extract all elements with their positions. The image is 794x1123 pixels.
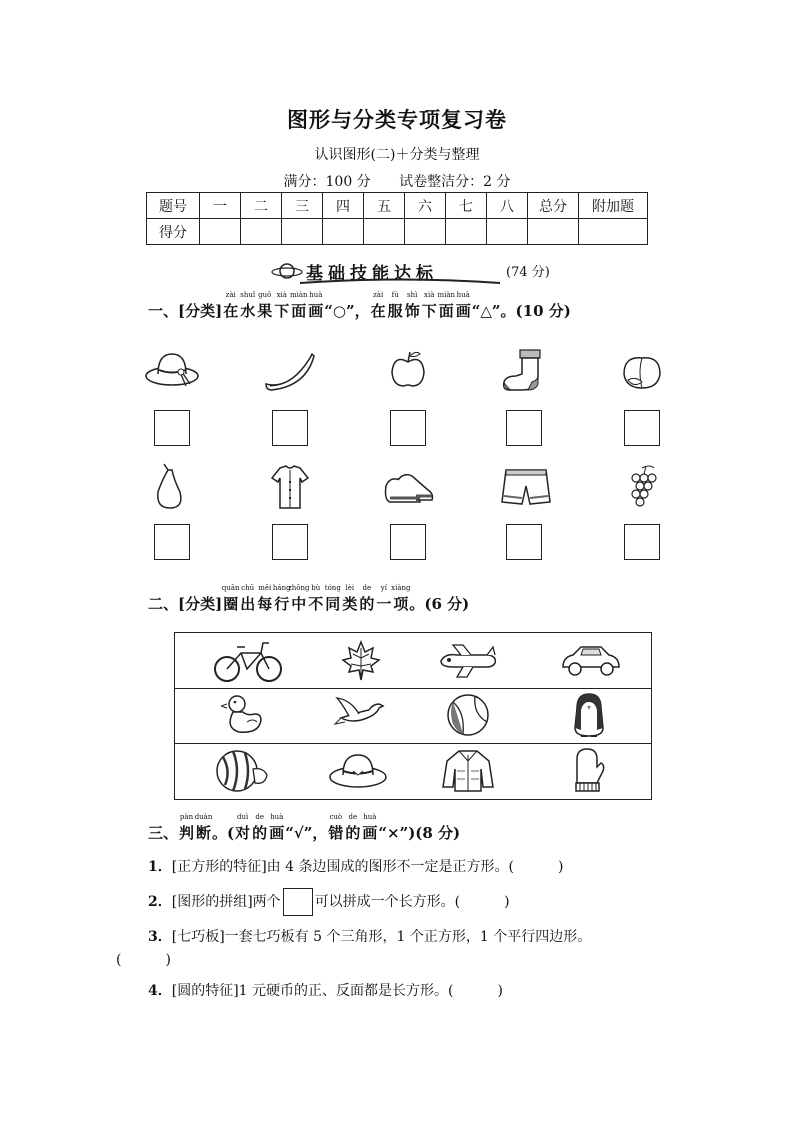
score-entry[interactable] xyxy=(200,219,241,245)
hanzi: 下 xyxy=(274,302,290,320)
pinyin: xià xyxy=(424,291,435,299)
hanzi: 一 xyxy=(376,595,392,613)
car-icon[interactable] xyxy=(559,643,623,679)
pinyin: tóng xyxy=(324,584,341,592)
hanzi: 画 xyxy=(362,824,378,842)
apple-icon xyxy=(380,346,436,396)
score-cell: 八 xyxy=(487,193,528,219)
banner-underline-icon xyxy=(300,278,500,286)
pinyin: zài xyxy=(225,291,236,299)
shirt-icon xyxy=(262,462,318,512)
score-cell: 二 xyxy=(241,193,282,219)
square-shape-icon xyxy=(283,888,313,916)
dove-icon[interactable] xyxy=(333,694,385,734)
answer-box[interactable] xyxy=(272,524,308,560)
hanzi: 在 xyxy=(370,302,386,320)
hanzi: 不 xyxy=(308,595,324,613)
maple-leaf-icon[interactable] xyxy=(339,638,383,682)
q2-heading xyxy=(148,584,470,614)
hanzi: 画 xyxy=(269,824,285,842)
paren-close: ) xyxy=(497,983,503,999)
pinyin: duì xyxy=(237,813,249,821)
score-cell: 题号 xyxy=(147,193,200,219)
hanzi: 圈 xyxy=(223,595,239,613)
pinyin: quān xyxy=(221,584,240,592)
judgment-item-2 xyxy=(148,888,510,916)
q1-heading xyxy=(148,291,571,321)
mitten-icon[interactable] xyxy=(567,745,607,795)
judgment-item-4 xyxy=(148,980,503,1000)
hanzi: 果 xyxy=(257,302,273,320)
score-entry[interactable] xyxy=(364,219,405,245)
judgment-item-1 xyxy=(148,856,563,876)
hanzi: 项 xyxy=(393,595,409,613)
q2-prefix: 二、[分类] xyxy=(148,595,223,613)
pinyin: zhōng xyxy=(288,584,310,592)
score-cell: 七 xyxy=(446,193,487,219)
pinyin: shì xyxy=(407,291,418,299)
judgment-item-3-answer xyxy=(116,952,171,968)
pear-icon xyxy=(144,462,200,512)
score-cell: 附加题 xyxy=(579,193,648,219)
answer-box[interactable] xyxy=(624,524,660,560)
q3-prefix: 三、 xyxy=(148,824,179,842)
hanzi: 每 xyxy=(257,595,273,613)
paren-close: ) xyxy=(504,894,510,910)
hanzi: 饰 xyxy=(404,302,420,320)
pinyin: yí xyxy=(380,584,387,592)
peach-icon xyxy=(614,346,670,396)
judgment-item-3 xyxy=(148,926,591,946)
pinyin: lèi xyxy=(345,584,355,592)
pinyin: miàn xyxy=(437,291,455,299)
score-cell: 一 xyxy=(200,193,241,219)
sun-hat-icon[interactable] xyxy=(327,749,389,791)
pinyin: huà xyxy=(309,291,323,299)
paren-close: ) xyxy=(557,859,564,875)
pinyin: měi xyxy=(258,584,272,592)
hanzi: 行 xyxy=(274,595,290,613)
pinyin: xià xyxy=(276,291,287,299)
banana-icon xyxy=(262,346,318,396)
q3-heading xyxy=(148,813,461,843)
hanzi: 判 xyxy=(179,824,195,842)
answer-box[interactable] xyxy=(624,410,660,446)
odd-one-out-grid xyxy=(174,632,652,800)
jacket-icon[interactable] xyxy=(441,747,495,793)
hanzi: 面 xyxy=(291,302,307,320)
pinyin: guǒ xyxy=(258,291,272,299)
score-table-header-row xyxy=(147,193,648,219)
grid-row xyxy=(175,743,651,798)
q3-suffix: “×”)(8 分) xyxy=(378,824,461,842)
page-subtitle: 认识图形(二)＋分类与整理 xyxy=(314,147,480,163)
score-entry[interactable] xyxy=(405,219,446,245)
hanzi: 中 xyxy=(291,595,307,613)
hanzi: 水 xyxy=(240,302,256,320)
q1-prefix: 一、[分类] xyxy=(148,302,223,320)
hanzi: 服 xyxy=(387,302,403,320)
score-entry[interactable] xyxy=(446,219,487,245)
pinyin: fú xyxy=(391,291,399,299)
pinyin: shuǐ xyxy=(240,291,256,299)
pinyin: háng xyxy=(272,584,291,592)
pinyin: de xyxy=(255,813,264,821)
bicycle-icon[interactable] xyxy=(213,637,283,685)
paren-open: ( xyxy=(116,952,122,968)
sneakers-icon xyxy=(380,462,436,512)
answer-box[interactable] xyxy=(272,410,308,446)
hanzi: 同 xyxy=(325,595,341,613)
pinyin: de xyxy=(362,584,372,592)
hanzi: 出 xyxy=(240,595,256,613)
hanzi: 的 xyxy=(359,595,375,613)
score-cell: 五 xyxy=(364,193,405,219)
banner-title: 基础技能达标 xyxy=(306,264,438,284)
pinyin: pàn xyxy=(179,813,194,821)
grapes-icon xyxy=(614,462,670,512)
item-text: 可以拼成一个长方形。( xyxy=(314,894,461,910)
item-text: [圆的特征]1 元硬币的正、反面都是长方形。( xyxy=(171,983,454,999)
shorts-icon xyxy=(498,462,554,512)
item-text: [正方形的特征]由 4 条边围成的图形不一定是正方形。( xyxy=(171,859,514,875)
grid-row xyxy=(175,688,651,744)
hanzi: 下 xyxy=(421,302,437,320)
hat-icon xyxy=(144,346,200,396)
pinyin: miàn xyxy=(289,291,308,299)
hanzi: 断 xyxy=(196,824,212,842)
score-entry[interactable] xyxy=(282,219,323,245)
full-score: 满分：100 分 xyxy=(283,174,371,190)
item-number: 1． xyxy=(148,859,172,875)
answer-box[interactable] xyxy=(390,410,426,446)
answer-box[interactable] xyxy=(506,410,542,446)
pinyin: cuò xyxy=(329,813,343,821)
pinyin: chū xyxy=(241,584,255,592)
pinyin: de xyxy=(348,813,358,821)
q1-quote2: “△”。(10 分) xyxy=(471,302,571,320)
pinyin: zài xyxy=(373,291,384,299)
neatness-score: 试卷整洁分：2 分 xyxy=(399,174,511,190)
sock-icon xyxy=(498,346,554,396)
q1-quote1: “○”， xyxy=(324,302,370,320)
hanzi: 对 xyxy=(235,824,251,842)
answer-box[interactable] xyxy=(154,410,190,446)
item-number: 2． xyxy=(148,894,172,910)
item-number: 4． xyxy=(148,983,172,999)
duck-icon[interactable] xyxy=(221,692,265,738)
score-cell: 总分 xyxy=(528,193,579,219)
item-number: 3． xyxy=(148,929,172,945)
q2-suffix: 。(6 分) xyxy=(409,595,470,613)
planet-icon xyxy=(270,260,304,282)
score-cell: 四 xyxy=(323,193,364,219)
paren-close: ) xyxy=(165,952,171,968)
page-title: 图形与分类专项复习卷 xyxy=(287,107,507,132)
q3-mid: 。( xyxy=(212,824,235,842)
score-entry[interactable] xyxy=(528,219,579,245)
answer-box[interactable] xyxy=(506,524,542,560)
score-cell: 三 xyxy=(282,193,323,219)
hanzi: 错 xyxy=(328,824,344,842)
ball-icon[interactable] xyxy=(445,692,491,738)
hanzi: 的 xyxy=(345,824,361,842)
penguin-icon[interactable] xyxy=(569,690,609,740)
watermelon-icon[interactable] xyxy=(213,747,271,793)
banner-score: (74 分) xyxy=(506,265,550,280)
answer-box[interactable] xyxy=(390,524,426,560)
score-entry[interactable] xyxy=(579,219,648,245)
score-entry[interactable] xyxy=(487,219,528,245)
item-text: [七巧板]一套七巧板有 5 个三角形，1 个正方形，1 个平行四边形。 xyxy=(171,929,592,945)
q3-mid2: “√”， xyxy=(285,824,328,842)
pinyin: huà xyxy=(363,813,377,821)
hanzi: 的 xyxy=(252,824,268,842)
item-text: [图形的拼组]两个 xyxy=(171,894,281,910)
score-info xyxy=(0,171,794,191)
score-entry[interactable] xyxy=(241,219,282,245)
score-table-score-row xyxy=(147,219,648,245)
section-banner xyxy=(270,258,560,284)
score-table xyxy=(146,192,648,245)
hanzi: 画 xyxy=(455,302,471,320)
grid-row xyxy=(175,633,651,689)
pinyin: bù xyxy=(311,584,321,592)
score-cell: 得分 xyxy=(147,219,200,245)
hanzi: 在 xyxy=(223,302,239,320)
hanzi: 画 xyxy=(308,302,324,320)
answer-box[interactable] xyxy=(154,524,190,560)
pinyin: duàn xyxy=(194,813,213,821)
pinyin: huà xyxy=(270,813,284,821)
pinyin: huà xyxy=(456,291,470,299)
hanzi: 面 xyxy=(438,302,454,320)
score-entry[interactable] xyxy=(323,219,364,245)
airplane-icon[interactable] xyxy=(437,641,499,681)
hanzi: 类 xyxy=(342,595,358,613)
score-cell: 六 xyxy=(405,193,446,219)
pinyin: xiàng xyxy=(391,584,411,592)
